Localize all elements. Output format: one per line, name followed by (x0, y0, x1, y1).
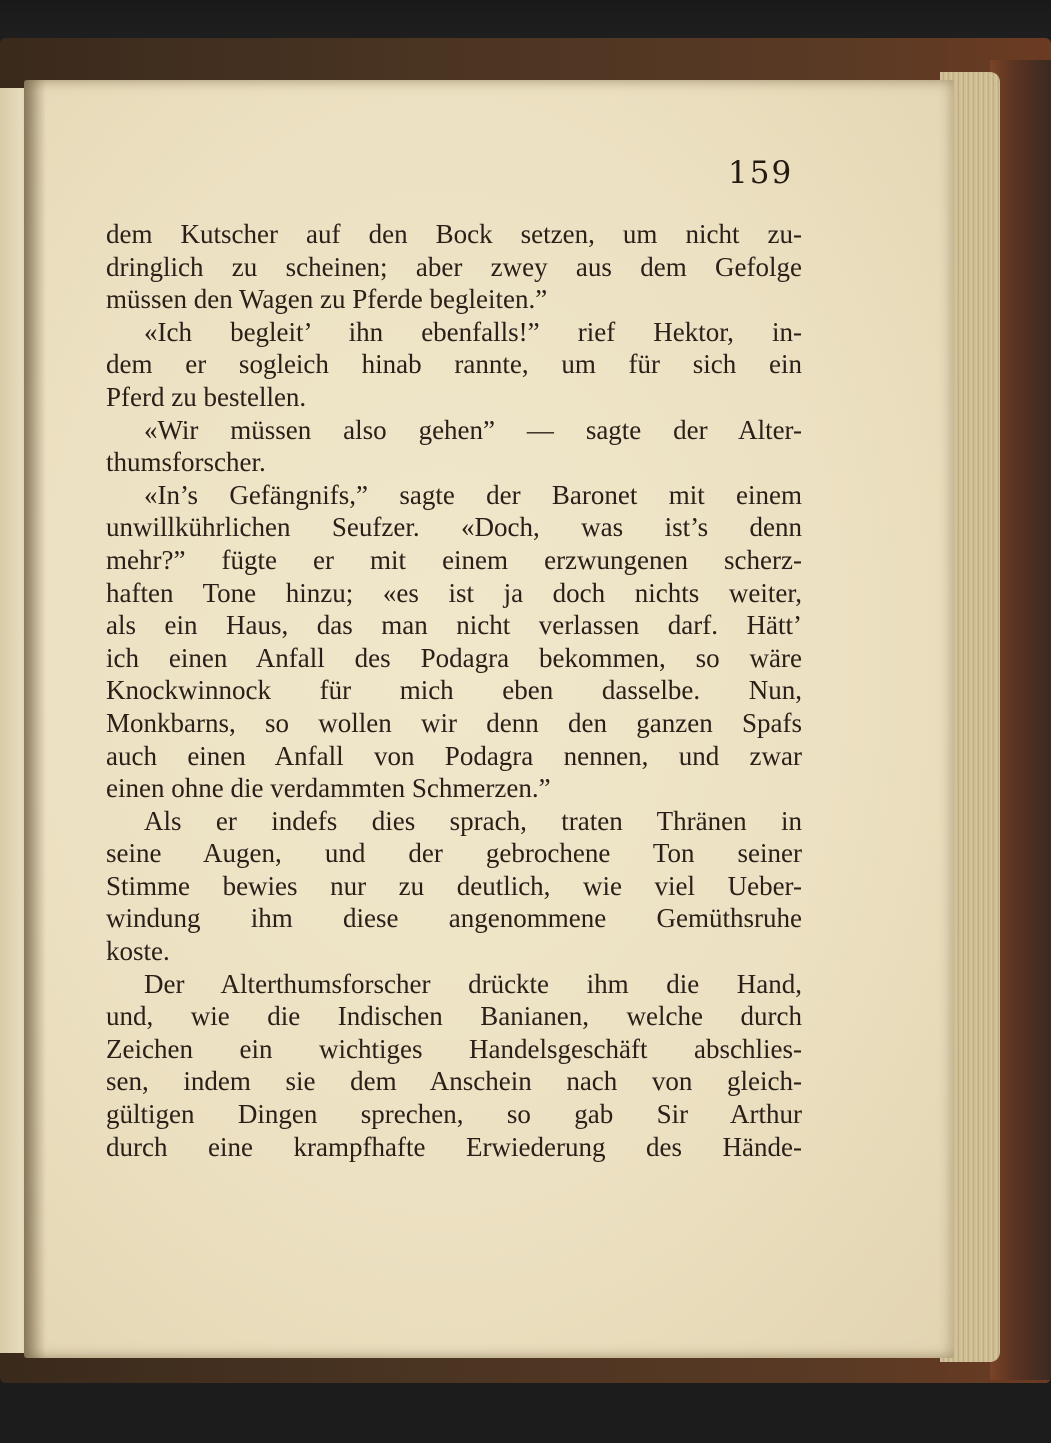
text-line: Der Alterthumsforscher drückte ihm die Hand, (144, 968, 802, 999)
text-line: dem Kutscher auf den Bock setzen, um nicht zu- (106, 219, 802, 249)
text-line: Knockwinnock für mich eben dasselbe. Nun, (106, 675, 802, 706)
text-line: seine Augen, und der gebrochene Ton seiner (106, 838, 802, 869)
text-line: und, wie die Indischen Banianen, welche durch (106, 1001, 802, 1032)
text-line: Zeichen ein wichtiges Handelsgeschäft abschlies- (106, 1033, 802, 1064)
text-line: windung ihm diese angenommene Gemüthsruhe (106, 903, 802, 934)
text-line: müssen den Wagen zu Pferde begleiten.” (106, 284, 548, 315)
gutter-shadow (24, 80, 46, 1358)
text-line: Als er indefs dies sprach, traten Thränen in (144, 805, 802, 836)
text-line: Stimme bewies nur zu deutlich, wie viel Ueber- (106, 870, 802, 901)
text-line: auch einen Anfall von Podagra nennen, und zwar (106, 740, 802, 771)
text-line: «In’s Gefängnifs,” sagte der Baronet mit einem (144, 479, 802, 510)
text-line: thumsforscher. (106, 447, 266, 478)
text-line: «Wir müssen also gehen” — sagte der Alter- (144, 414, 802, 445)
text-line: mehr?” fügte er mit einem erzwungenen scherz- (106, 544, 802, 575)
text-line: Monkbarns, so wollen wir denn den ganzen Spafs (106, 707, 802, 738)
text-line: gültigen Dingen sprechen, so gab Sir Arthur (106, 1099, 802, 1130)
text-line: sen, indem sie dem Anschein nach von gleich- (106, 1066, 802, 1097)
text-line: einen ohne die verdammten Schmerzen.” (106, 773, 551, 804)
text-line: ich einen Anfall des Podagra bekommen, so wäre (106, 642, 802, 673)
text-line: durch eine krampfhafte Erwiederung des Hände- (106, 1131, 802, 1162)
text-line: als ein Haus, das man nicht verlassen darf. Hätt’ (106, 610, 802, 641)
text-line: dringlich zu scheinen; aber zwey aus dem Gefolge (106, 251, 802, 282)
text-line: dem er sogleich hinab rannte, um für sich ein (106, 349, 802, 380)
page-number: 159 (728, 155, 794, 191)
text-line: koste. (106, 936, 170, 967)
text-line: unwillkührlichen Seufzer. «Doch, was ist’s denn (106, 512, 802, 543)
page-text (106, 218, 802, 1163)
text-line: Pferd zu bestellen. (106, 381, 307, 412)
text-line: haften Tone hinzu; «es ist ja doch nichts weiter, (106, 577, 802, 608)
text-line: «Ich begleit’ ihn ebenfalls!” rief Hektor, in- (144, 316, 802, 347)
